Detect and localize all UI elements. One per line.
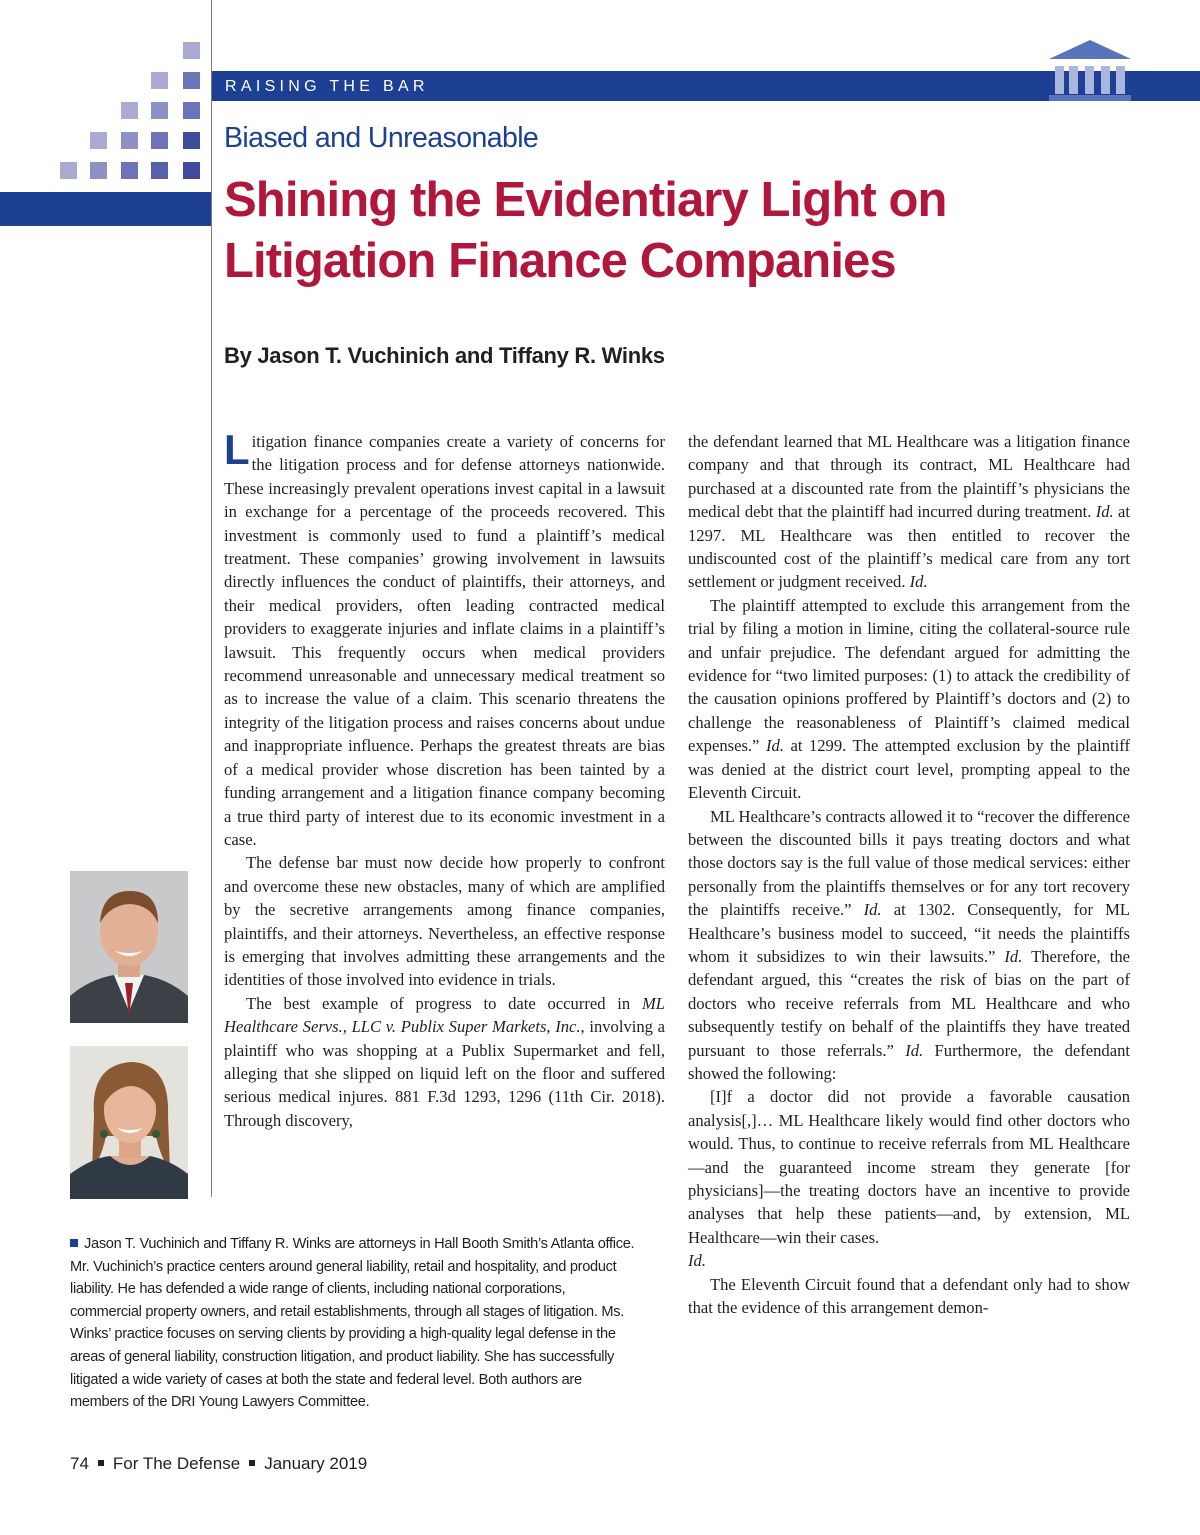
citation: Id.: [765, 736, 784, 756]
vertical-rule: [211, 0, 212, 1197]
grid-square: [151, 72, 168, 89]
byline: By Jason T. Vuchinich and Tiffany R. Winks: [224, 343, 665, 368]
paragraph: [688, 430, 1130, 594]
article-kicker: Biased and Unreasonable: [224, 122, 539, 154]
quote-citation: [688, 1249, 1130, 1272]
title-line: Litigation Finance Companies: [224, 234, 896, 288]
publication-name: For The Defense: [112, 1454, 241, 1473]
grid-square: [121, 102, 138, 119]
grid-square: [60, 162, 77, 179]
citation: Id.: [909, 572, 928, 592]
author-portrait-image: [70, 1046, 188, 1199]
section-label: RAISING THE BAR: [225, 78, 429, 95]
author-photo-winks: [70, 1046, 188, 1199]
bio-text: Jason T. Vuchinich and Tiffany R. Winks are attorneys in Hall Booth Smith’s Atlanta office. Mr. Vuchinich’s practice centers around general liability, retail and hospitality, and product liability. He has defended a wide range of clients, including national corporations, commercial property owners, and retail establishments, through all stages of litigation. Ms. Winks’ practice focuses on serving clients by providing a high-quality legal defense in the areas of general liability, construction litigation, and product liability. She has successfully litigated a wide variety of cases at both the state and federal level. Both authors are members of the DRI Young Lawyers Committee.: [70, 1236, 635, 1411]
paragraph-text: at 1302. Consequently, for ML Healthcare’s business model to succeed, “it needs the plaintiffs whom it subsidizes to win their lawsuits.”: [688, 900, 1130, 966]
title-line: Shining the Evidentiary Light on: [224, 173, 947, 227]
grid-square: [151, 102, 168, 119]
author-photo-vuchinich: [70, 871, 188, 1023]
page-footer: [70, 1452, 367, 1476]
citation: Id.: [1095, 502, 1114, 522]
paragraph: The defense bar must now decide how properly to confront and overcome these new obstacles, many of which are amplified by the secretive arrangements among finance companies, plaintiffs, and their attorneys. Nevertheless, an effective response is emerging that involves admitting these arrangements and the identities of those involved into evidence in trials.: [224, 853, 665, 990]
paragraph-text: ML Healthcare’s contracts allowed it to “recover the difference between the discounted bills it pays treating doctors and what those doctors say is the full value of those medical services: either personally from the plaintiffs themselves or for any tort recovery the plaintiffs receive.”: [688, 806, 1130, 920]
paragraph: [688, 594, 1130, 805]
page-number: 74: [70, 1454, 89, 1473]
paragraph-text: Therefore, the defendant argued, this “creates the risk of bias on the part of doctors who receive referrals from ML Healthcare and who subsequently testify on behalf of the plaintiffs they have treated pursuant to those referrals.”: [688, 946, 1130, 1060]
grid-square: [90, 132, 107, 149]
grid-square: [151, 132, 168, 149]
author-bio: [70, 1233, 640, 1414]
paragraph-text: The plaintiff attempted to exclude this arrangement from the trial by filing a motion in limine, citing the collateral-source rule and unfair prejudice. The defendant argued for admitting the evidence for “two limited purposes: (1) to attack the credibility of the causation opinions proffered by Plaintiff’s doctors and (2) to challenge the reasonableness of Plaintiff’s claimed medical expenses.”: [688, 595, 1130, 756]
citation: Id.: [905, 1040, 924, 1060]
drop-cap: L: [224, 426, 250, 473]
article-title: [224, 170, 947, 292]
paragraph-text: at 1299. The attempted exclusion by the plaintiff was denied at the district court level, prompting appeal to the Eleventh Circuit.: [688, 736, 1130, 803]
body-column-right: [688, 430, 1130, 1319]
paragraph-text: the defendant learned that ML Healthcare was a litigation finance company and that through its contract, ML Healthcare had purchased at a discounted rate from the plaintiff’s physicians the medical debt that the plaintiff had incurred during treatment.: [688, 432, 1130, 522]
grid-square: [121, 132, 138, 149]
grid-square: [121, 162, 138, 179]
paragraph-text: Furthermore, the defendant showed the following:: [688, 1040, 1130, 1083]
left-accent-bar: [0, 192, 211, 226]
block-quote: [I]f a doctor did not provide a favorable causation analysis[,]… ML Healthcare likely would find other doctors who would. Thus, to continue to receive referrals from ML Healthcare—and the guaranteed income stream they generate [for physicians]—the treating doctors have an incentive to provide analyses that help these patients—and, by extension, ML Healthcare—win their cases.: [688, 1087, 1130, 1247]
footer-separator-icon: [249, 1460, 255, 1466]
grid-square: [183, 162, 200, 179]
author-portrait-image: [70, 871, 188, 1023]
pillared-building-icon: [1049, 40, 1131, 102]
grid-square: [183, 132, 200, 149]
paragraph-text: , involving a plaintiff who was shopping at a Publix Supermarket and fell, alleging that she slipped on liquid left on the floor and suffered serious medical injures. 881 F.3d 1293, 1296 (11th Cir. 2018). Through discovery,: [224, 1017, 665, 1130]
footer-separator-icon: [98, 1460, 104, 1466]
citation: Id.: [863, 900, 882, 920]
grid-square: [183, 72, 200, 89]
paragraph-text: The best example of progress to date occurred in: [246, 993, 642, 1013]
paragraph: [224, 426, 665, 851]
issue-date: January 2019: [264, 1454, 368, 1473]
grid-square: [90, 162, 107, 179]
bio-bullet-icon: [70, 1239, 78, 1247]
grid-square: [183, 102, 200, 119]
case-citation: ML Healthcare Servs., LLC v. Publix Super Markets, Inc.: [224, 993, 665, 1037]
grid-square: [151, 162, 168, 179]
body-column-left: [224, 426, 665, 1132]
paragraph: The Eleventh Circuit found that a defendant only had to show that the evidence of this arrangement demon-: [688, 1274, 1130, 1318]
citation: Id.: [1004, 946, 1023, 966]
paragraph: [224, 992, 665, 1132]
paragraph: [688, 805, 1130, 1086]
grid-square: [183, 42, 200, 59]
citation: Id.: [688, 1251, 706, 1271]
paragraph-text: at 1297. ML Healthcare was then entitled to recover the undiscounted cost of the plaintiff’s medical care from any tort settlement or judgment received.: [688, 502, 1131, 592]
paragraph-text: itigation finance companies create a variety of concerns for the litigation process and for defense attorneys nationwide. These increasingly prevalent operations invest capital in a lawsuit in exchange for a percentage of the proceeds recovered. This investment is commonly used to fund a plaintiff’s medical treatment. These companies’ growing involvement in lawsuits directly influences the conduct of plaintiffs, their attorneys, and their medical providers, often leading contracted medical providers to exaggerate injuries and inflate claims in a plaintiff’s lawsuit. This frequently occurs when medical providers recommend unreasonable and unnecessary medical treatment so as to increase the value of a claim. This scenario threatens the integrity of the litigation process and raises concerns about undue and inappropriate influence. Perhaps the greatest threats are bias of a medical provider whose discretion has been tainted by a funding arrangement and a litigation finance company becoming a true third party of interest due to its economic investment in a case.: [224, 432, 665, 849]
